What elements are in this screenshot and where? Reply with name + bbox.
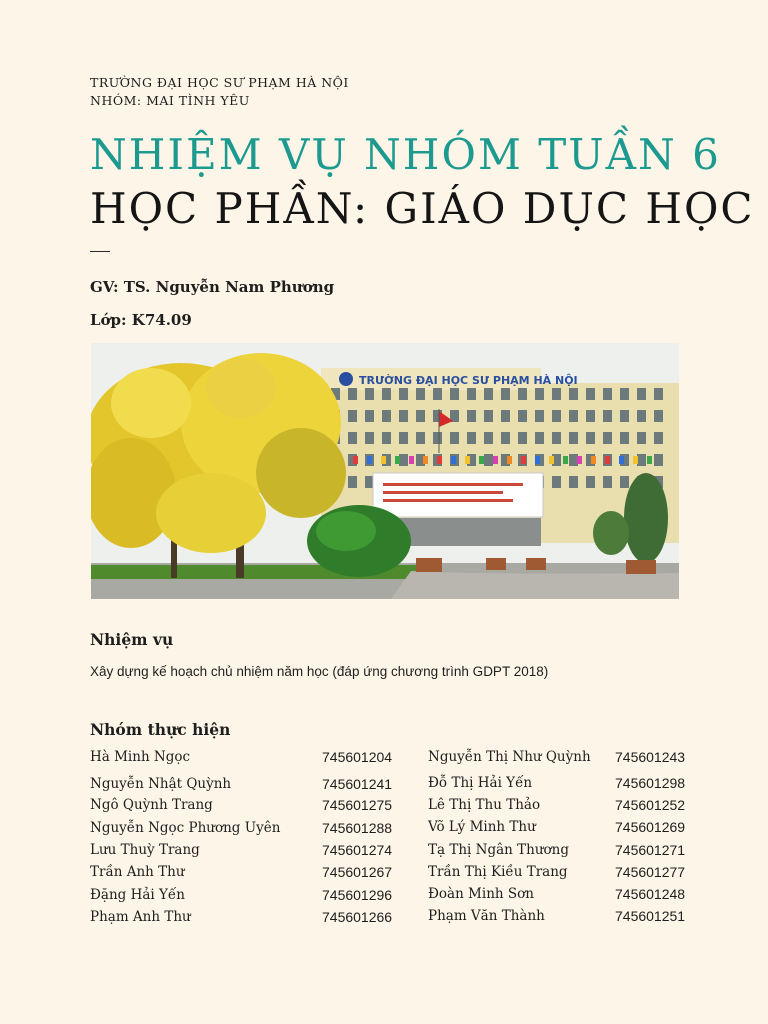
building-window [586, 388, 595, 400]
building-window [552, 476, 561, 488]
building-window [518, 388, 527, 400]
university-photo [91, 343, 679, 599]
member-id: 745601274 [322, 842, 393, 858]
title-divider [90, 251, 110, 252]
building-window [399, 432, 408, 444]
bunting-flag [437, 456, 442, 464]
bunting-flag [451, 456, 456, 464]
member-id: 745601269 [615, 819, 686, 835]
member-id: 745601271 [615, 842, 686, 858]
building-window [484, 388, 493, 400]
bunting-flag [619, 456, 624, 464]
building-window [348, 410, 357, 422]
building-window [467, 410, 476, 422]
building-window [348, 432, 357, 444]
building-window [535, 388, 544, 400]
bunting-flag [367, 456, 372, 464]
member-name: Tạ Thị Ngân Thương [428, 842, 569, 858]
member-name: Đặng Hải Yến [90, 887, 185, 903]
building-window [654, 454, 663, 466]
building-window [552, 432, 561, 444]
member-name: Phạm Anh Thư [90, 909, 191, 925]
member-id: 745601241 [322, 776, 393, 792]
bunting-flag [423, 456, 428, 464]
member-name: Đỗ Thị Hải Yến [428, 775, 533, 791]
bunting-flag [577, 456, 582, 464]
member-name: Lê Thị Thu Thảo [428, 797, 541, 813]
building-window [518, 432, 527, 444]
building-window [620, 410, 629, 422]
building-window [348, 388, 357, 400]
building-window [620, 432, 629, 444]
building-window [654, 388, 663, 400]
bunting-flag [353, 456, 358, 464]
member-name: Trần Anh Thư [90, 864, 185, 880]
building-window [382, 410, 391, 422]
building-window [603, 410, 612, 422]
member-id: 745601288 [322, 820, 393, 836]
building-window [416, 410, 425, 422]
building-window [450, 388, 459, 400]
bunting-flag [507, 456, 512, 464]
bunting-flag [409, 456, 414, 464]
building-window [365, 432, 374, 444]
bunting-flag [493, 456, 498, 464]
building-window [535, 432, 544, 444]
bunting-flag [395, 456, 400, 464]
bunting-flag [591, 456, 596, 464]
bunting-flag [563, 456, 568, 464]
bunting-flag [479, 456, 484, 464]
member-name: Hà Minh Ngọc [90, 749, 191, 765]
building-window [603, 476, 612, 488]
building-window [399, 388, 408, 400]
member-id: 745601204 [322, 749, 393, 765]
building-window [484, 432, 493, 444]
building-window [654, 410, 663, 422]
group-name: NHÓM: MAI TÌNH YÊU [90, 93, 250, 108]
member-name: Võ Lý Minh Thư [428, 819, 536, 835]
member-id: 745601243 [615, 749, 686, 765]
building-window [569, 454, 578, 466]
task-heading: Nhiệm vụ [90, 630, 174, 649]
building-window [467, 432, 476, 444]
building-window [399, 410, 408, 422]
member-id: 745601266 [322, 909, 393, 925]
member-id: 745601252 [615, 797, 686, 813]
member-id: 745601267 [322, 864, 393, 880]
member-name: Trần Thị Kiều Trang [428, 864, 568, 880]
class-code: Lớp: K74.09 [90, 311, 192, 329]
building-window [620, 388, 629, 400]
building-window [569, 410, 578, 422]
building-window [518, 410, 527, 422]
building-window [569, 476, 578, 488]
member-name: Nguyễn Ngọc Phương Uyên [90, 820, 281, 836]
course-title: HỌC PHẦN: GIÁO DỤC HỌC [90, 184, 755, 233]
task-description: Xây dựng kế hoạch chủ nhiệm năm học (đáp ứng chương trình GDPT 2018) [90, 664, 549, 679]
building-window [637, 454, 646, 466]
building-window [484, 454, 493, 466]
building-window [382, 432, 391, 444]
bunting-flag [521, 456, 526, 464]
building-window [586, 410, 595, 422]
building-window [416, 388, 425, 400]
member-name: Nguyễn Thị Như Quỳnh [428, 749, 591, 765]
building-window [637, 432, 646, 444]
bunting-flag [633, 456, 638, 464]
building-window [501, 410, 510, 422]
university-name: TRƯỜNG ĐẠI HỌC SƯ PHẠM HÀ NỘI [90, 75, 349, 90]
bunting-flag [381, 456, 386, 464]
member-name: Ngô Quỳnh Trang [90, 797, 213, 813]
building-window [535, 410, 544, 422]
building-window [637, 410, 646, 422]
member-name: Đoàn Minh Sơn [428, 886, 534, 902]
document-title: NHIỆM VỤ NHÓM TUẦN 6 [90, 130, 721, 179]
building-window [501, 432, 510, 444]
building-window [552, 388, 561, 400]
building-window [552, 410, 561, 422]
bunting-flag [647, 456, 652, 464]
member-name: Nguyễn Nhật Quỳnh [90, 776, 232, 792]
bunting-flag [535, 456, 540, 464]
building-window [501, 388, 510, 400]
building-window [569, 432, 578, 444]
building-window [654, 432, 663, 444]
building-window [586, 432, 595, 444]
building-window [603, 432, 612, 444]
building-window [399, 454, 408, 466]
building-window [586, 476, 595, 488]
building-window [416, 432, 425, 444]
building-window [365, 410, 374, 422]
member-id: 745601251 [615, 908, 686, 924]
building-window [382, 388, 391, 400]
bunting-flag [465, 456, 470, 464]
building-window [637, 388, 646, 400]
building-window [348, 476, 357, 488]
member-name: Phạm Văn Thành [428, 908, 545, 924]
bunting-flag [549, 456, 554, 464]
building-window [603, 388, 612, 400]
member-name: Lưu Thuỳ Trang [90, 842, 200, 858]
bunting-flag [605, 456, 610, 464]
lecturer: GV: TS. Nguyễn Nam Phương [90, 278, 335, 296]
building-window [620, 476, 629, 488]
member-id: 745601277 [615, 864, 686, 880]
members-heading: Nhóm thực hiện [90, 720, 231, 739]
member-id: 745601296 [322, 887, 393, 903]
member-id: 745601248 [615, 886, 686, 902]
building-window [433, 432, 442, 444]
building-window [484, 410, 493, 422]
member-id: 745601275 [322, 797, 393, 813]
building-window [569, 388, 578, 400]
building-sign: TRƯỜNG ĐẠI HỌC SƯ PHẠM HÀ NỘI [359, 374, 578, 387]
member-id: 745601298 [615, 775, 686, 791]
building-window [365, 388, 374, 400]
building-window [467, 388, 476, 400]
building-window [433, 388, 442, 400]
building-window [450, 432, 459, 444]
